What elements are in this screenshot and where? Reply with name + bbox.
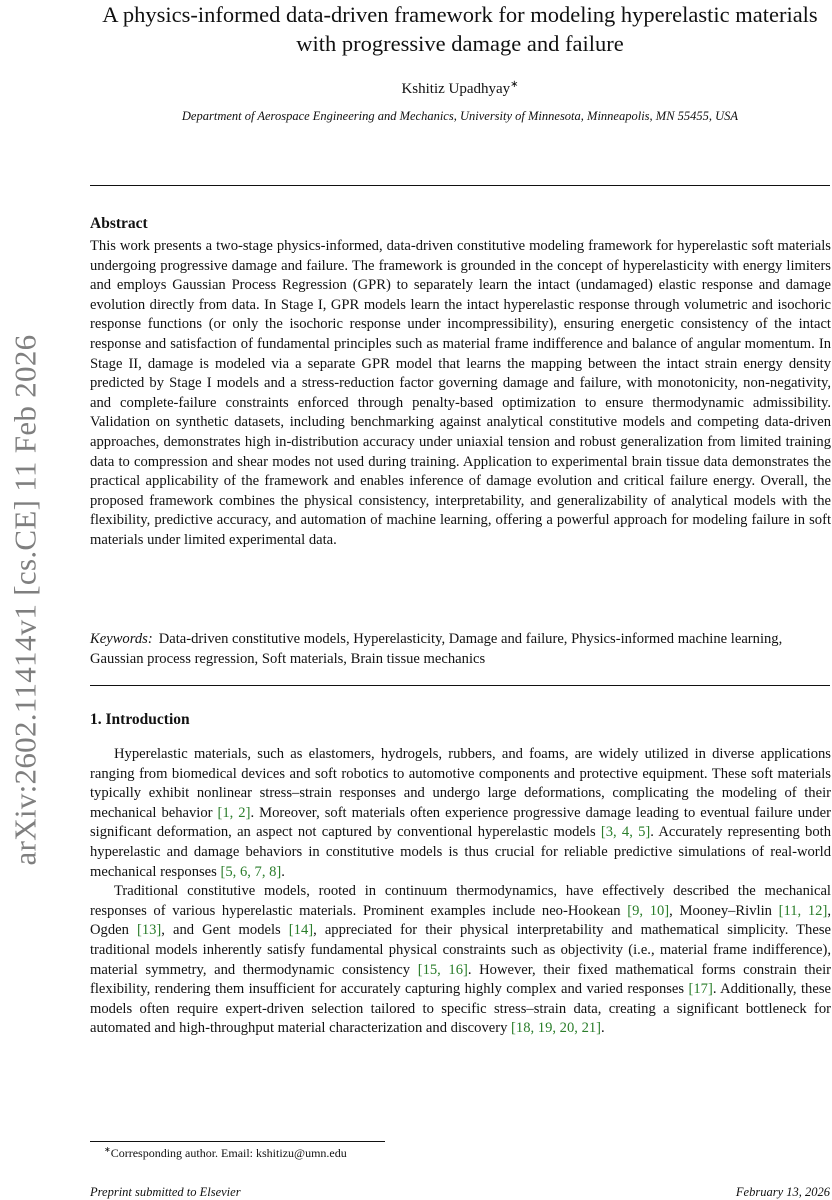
paper-title: A physics-informed data-driven framework for modeling hyperelastic materials with progressive damage and failure [102, 2, 818, 56]
author-footnote-mark[interactable]: ∗ [510, 79, 519, 90]
keywords [90, 630, 831, 669]
citation-link[interactable]: [11, 12] [778, 902, 828, 919]
introduction-body [90, 745, 831, 1039]
abstract-text: This work presents a two-stage physics-informed, data-driven constitutive modeling framework for hyperelastic soft materials undergoing progressive damage and failure. The framework is grounded in the concept of hyperelasticity with energy limiters and employs Gaussian Process Regression (GPR) to separately learn the intact (undamaged) elastic response and damage evolution directly from data. In Stage I, GPR models learn the intact hyperelastic response through volumetric and isochoric response functions (or only the isochoric response under incompressibility), ensuring energetic consistency of the intact response and satisfaction of fundamental principles such as material frame indifference and balance of angular momentum. In Stage II, damage is modeled via a separate GPR model that learns the mapping between the intact strain energy density predicted by Stage I models and a stress-reduction factor governing damage and failure, with monotonicity, non-negativity, and complete-failure constraints enforced through penalty-based optimization to ensure thermodynamic admissibility. Validation on synthetic datasets, including benchmarking against analytical constitutive models and competing data-driven approaches, demonstrates high in-distribution accuracy under uniaxial tension and robust generalization from limited training data to compression and shear modes not used during training. Application to experimental brain tissue data demonstrates the practical applicability of the framework and enables inference of damage evolution and critical failure energy. Overall, the proposed framework combines the physical consistency, interpretability, and generalizability of analytical models with the flexibility, predictive accuracy, and automation of machine learning, offering a powerful approach for modeling failure in soft materials under limited experimental data. [90, 238, 831, 548]
text-run: Traditional constitutive models, rooted in continuum thermodynamics, have effectively described the mechanical responses of various hyperelastic materials. Prominent examples include neo-Hookean [90, 883, 831, 919]
corresponding-author-footnote [104, 1145, 804, 1161]
introduction-paragraph-1 [90, 745, 831, 882]
citation-link[interactable]: [18, 19, 20, 21] [511, 1020, 602, 1037]
footnote-text: Corresponding author. Email: kshitizu@umn.edu [110, 1146, 347, 1160]
footer-date: February 13, 2026 [735, 1185, 830, 1199]
text-run: . Accurately representing both hyperelastic and damage behaviors in constitutive models is thus crucial for reliable predictive simulations of real-world mechanical responses [90, 824, 831, 880]
text-run: . [601, 1020, 605, 1037]
abstract-heading: Abstract [90, 215, 148, 232]
text-run: . [281, 863, 285, 880]
keywords-label: Keywords: [90, 631, 153, 647]
arxiv-identifier-stamp [0, 290, 50, 910]
footer-preprint-note: Preprint submitted to Elsevier [90, 1185, 241, 1199]
arxiv-identifier-text: arXiv:2602.11414v1 [cs.CE] 11 Feb 2026 [7, 334, 43, 866]
citation-link[interactable]: [13] [136, 922, 162, 939]
citation-link[interactable]: [9, 10] [627, 902, 670, 919]
keywords-text: Data-driven constitutive models, Hyperelasticity, Damage and failure, Physics-informed machine learning, Gaussian process regression, Soft materials, Brain tissue mechanics [90, 631, 783, 667]
citation-link[interactable]: [1, 2] [217, 804, 251, 821]
header-divider [90, 185, 830, 186]
citation-link[interactable]: [15, 16] [417, 961, 468, 978]
text-run: . Additionally, these models often require expert-driven selection tailored to specific stress–strain data, creating a significant bottleneck for automated and high-throughput material characterization and discovery [90, 981, 831, 1037]
text-run: Hyperelastic materials, such as elastomers, hydrogels, rubbers, and foams, are widely utilized in diverse applications ranging from biomedical devices and soft robotics to automotive components and protective equipment. These soft materials typically exhibit nonlinear stress–strain responses and undergo large deformations, complicating the modeling of their mechanical behavior [90, 746, 831, 821]
abstract-divider [90, 685, 830, 686]
author-line [90, 79, 830, 98]
author-name: Kshitiz Upadhyay [401, 81, 511, 97]
text-run: . However, their fixed mathematical forms constrain their flexibility, rendering them insufficient for accurately capturing highly complex and varied responses [90, 961, 831, 998]
introduction-paragraph-2 [90, 882, 831, 1039]
text-run: , Ogden [90, 902, 831, 939]
author-affiliation: Department of Aerospace Engineering and Mechanics, University of Minnesota, Minneapolis, MN 55455, USA [181, 109, 739, 123]
citation-link[interactable]: [3, 4, 5] [600, 824, 651, 841]
citation-link[interactable]: [5, 6, 7, 8] [220, 863, 282, 880]
footnote-mark: ∗ [104, 1145, 111, 1154]
introduction-heading: 1. Introduction [90, 711, 190, 728]
footnote-divider [90, 1141, 385, 1142]
citation-link[interactable]: [17] [688, 981, 713, 998]
text-run: , and Gent models [161, 922, 289, 939]
citation-link[interactable]: [14] [288, 922, 314, 939]
text-run: , appreciated for their physical interpretability and mathematical simplicity. These traditional models inherently satisfy fundamental physical constraints such as objectivity (i.e., material frame indifference), material symmetry, and thermodynamic consistency [90, 922, 831, 978]
text-run: , Mooney–Rivlin [669, 902, 779, 919]
text-run: . Moreover, soft materials often experience progressive damage leading to eventual failure under significant deformation, an aspect not captured by conventional hyperelastic models [90, 804, 831, 841]
